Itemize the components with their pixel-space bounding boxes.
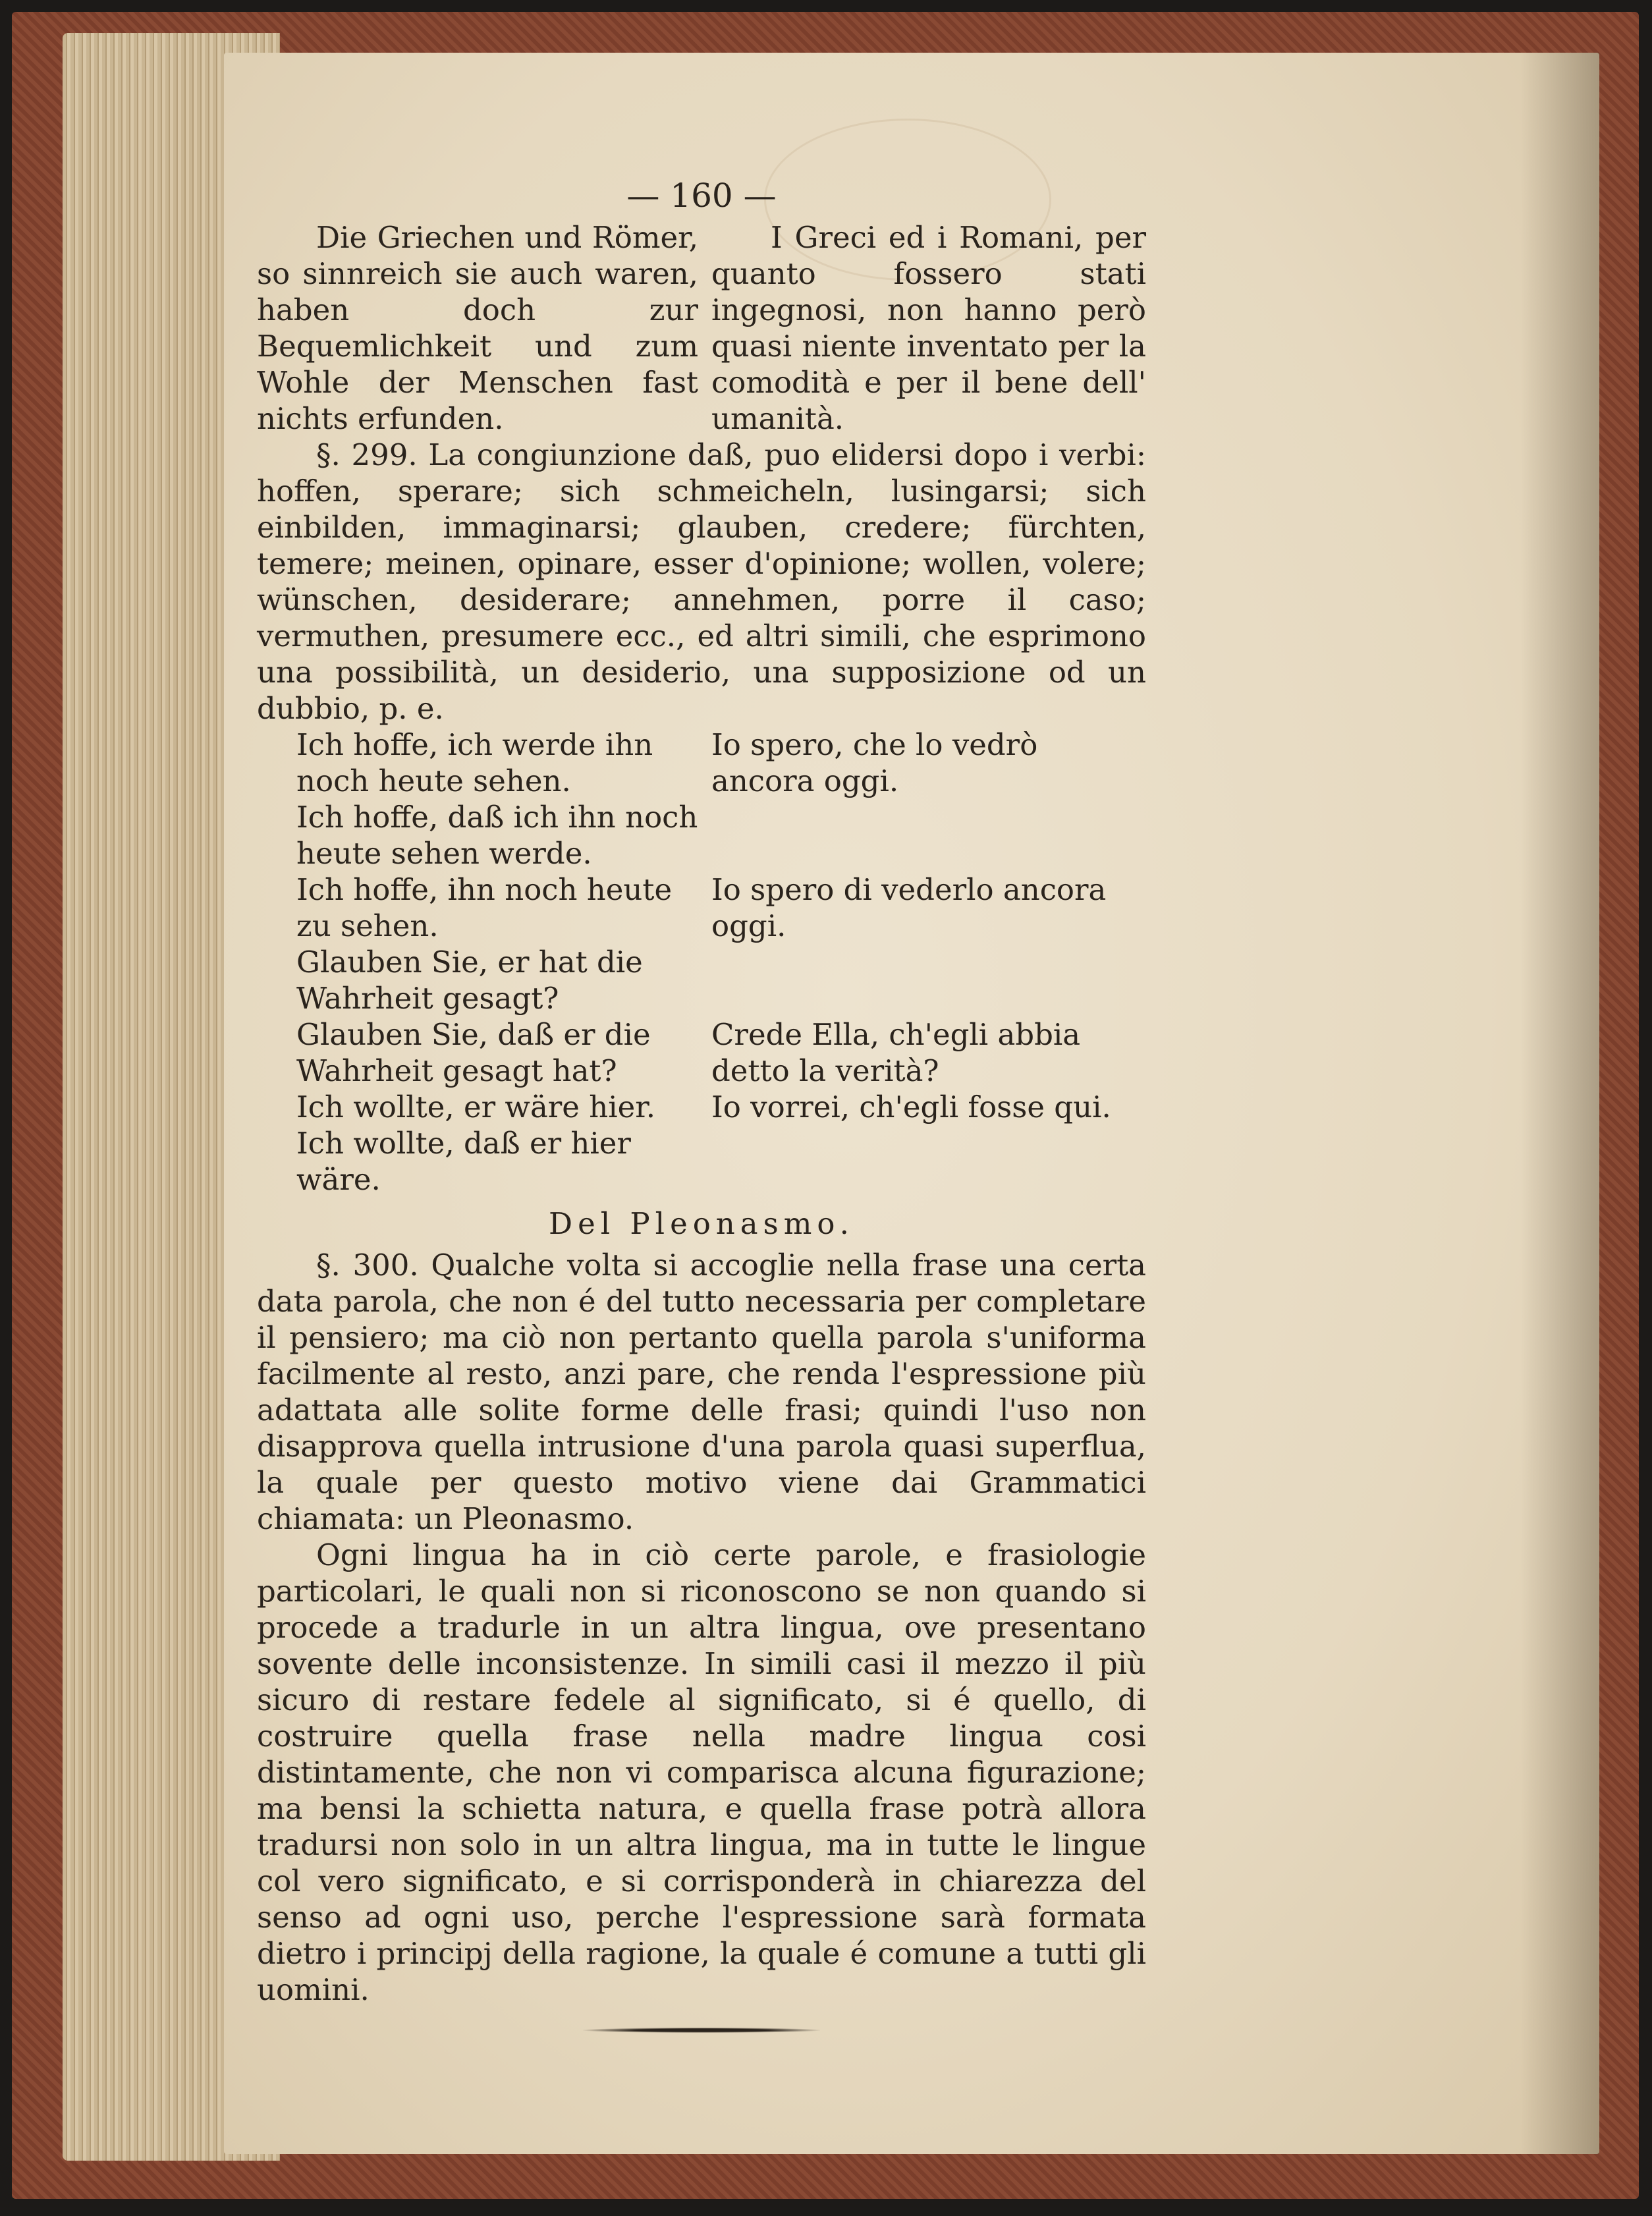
example-row bbox=[257, 1089, 1146, 1125]
example-row bbox=[257, 944, 1146, 1016]
example-italian: Io vorrei, ch'egli fosse qui. bbox=[711, 1090, 1111, 1124]
section-299: §. 299. La congiunzione daß, puo elidersi dopo i verbi: hoffen, sperare; sich schmeicheln, lusingarsi; sich einbilden, immaginarsi; glauben, credere; fürchten, temere; meinen, opinare, esser d'opinione; wollen, volere; wünschen, desiderare; annehmen, porre il caso; vermuthen, presumere ecc., ed altri simili, che esprimono una possibilità, un desiderio, una supposizione od un dubbio, p. e. bbox=[257, 437, 1146, 726]
example-german: Glauben Sie, er hat die Wahrheit gesagt? bbox=[296, 945, 643, 1016]
intro-columns bbox=[257, 219, 1146, 437]
intro-italian: I Greci ed i Romani, per quanto fossero stati ingegnosi, non hanno però quasi niente inventato per la comodità e per il bene dell' umanità. bbox=[711, 220, 1146, 436]
example-italian: Io spero, che lo vedrò ancora oggi. bbox=[711, 727, 1038, 798]
example-row bbox=[257, 727, 1146, 799]
example-german: Ich wollte, daß er hier wäre. bbox=[296, 1126, 631, 1197]
end-rule bbox=[583, 2028, 820, 2033]
example-german: Glauben Sie, daß er die Wahrheit gesagt hat? bbox=[296, 1017, 651, 1088]
example-german: Ich wollte, er wäre hier. bbox=[296, 1090, 656, 1124]
example-german: Ich hoffe, ich werde ihn noch heute sehen. bbox=[296, 727, 653, 798]
paragraph-pleonasm-2: Ogni lingua ha in ciò certe parole, e frasiologie particolari, le quali non si riconoscono se non quando si procede a tradurle in un altra lingua, ove presentano sovente delle inconsistenze. In simili casi il mezzo il più sicuro di restare fedele al significato, si é quello, di costruire quella frase nella madre lingua cosi distintamente, che non vi comparisca alcuna figurazione; ma bensi la schietta natura, e quella frase potrà allora tradursi non solo in un altra lingua, ma in tutte le lingue col vero significato, e si corrisponderà in chiarezza del senso ad ogni uso, perche l'espressione sarà formata dietro i principj della ragione, la quale é comune a tutti gli uomini. bbox=[257, 1537, 1146, 2007]
page-number: — 160 — bbox=[626, 177, 777, 215]
example-italian: Io spero di vederlo ancora oggi. bbox=[711, 872, 1107, 943]
example-italian: Crede Ella, ch'egli abbia detto la verità? bbox=[711, 1017, 1081, 1088]
intro-german: Die Griechen und Römer, so sinnreich sie auch waren, haben doch zur Bequemlichkeit und zum Wohle der Menschen fast nichts erfunden. bbox=[257, 220, 698, 436]
example-row bbox=[257, 1125, 1146, 1198]
page-gutter-shadow bbox=[1520, 53, 1599, 2154]
example-row bbox=[257, 1016, 1146, 1089]
example-german: Ich hoffe, ihn noch heute zu sehen. bbox=[296, 872, 673, 943]
example-german: Ich hoffe, daß ich ihn noch heute sehen werde. bbox=[296, 800, 698, 871]
example-row bbox=[257, 872, 1146, 944]
section-heading: Del Pleonasmo. bbox=[549, 1206, 854, 1241]
page-text bbox=[257, 178, 1146, 2033]
example-row bbox=[257, 799, 1146, 872]
examples-list bbox=[257, 727, 1146, 1198]
section-300: §. 300. Qualche volta si accoglie nella frase una certa data parola, che non é del tutto necessaria per completare il pensiero; ma ciò non pertanto quella parola s'uniforma facilmente al resto, anzi pare, che renda l'espressione più adattata alle solite forme delle frasi; quindi l'uso non disapprova quella intrusione d'una parola quasi superflua, la quale per questo motivo viene dai Grammatici chiamata: un Pleonasmo. bbox=[257, 1248, 1146, 1536]
